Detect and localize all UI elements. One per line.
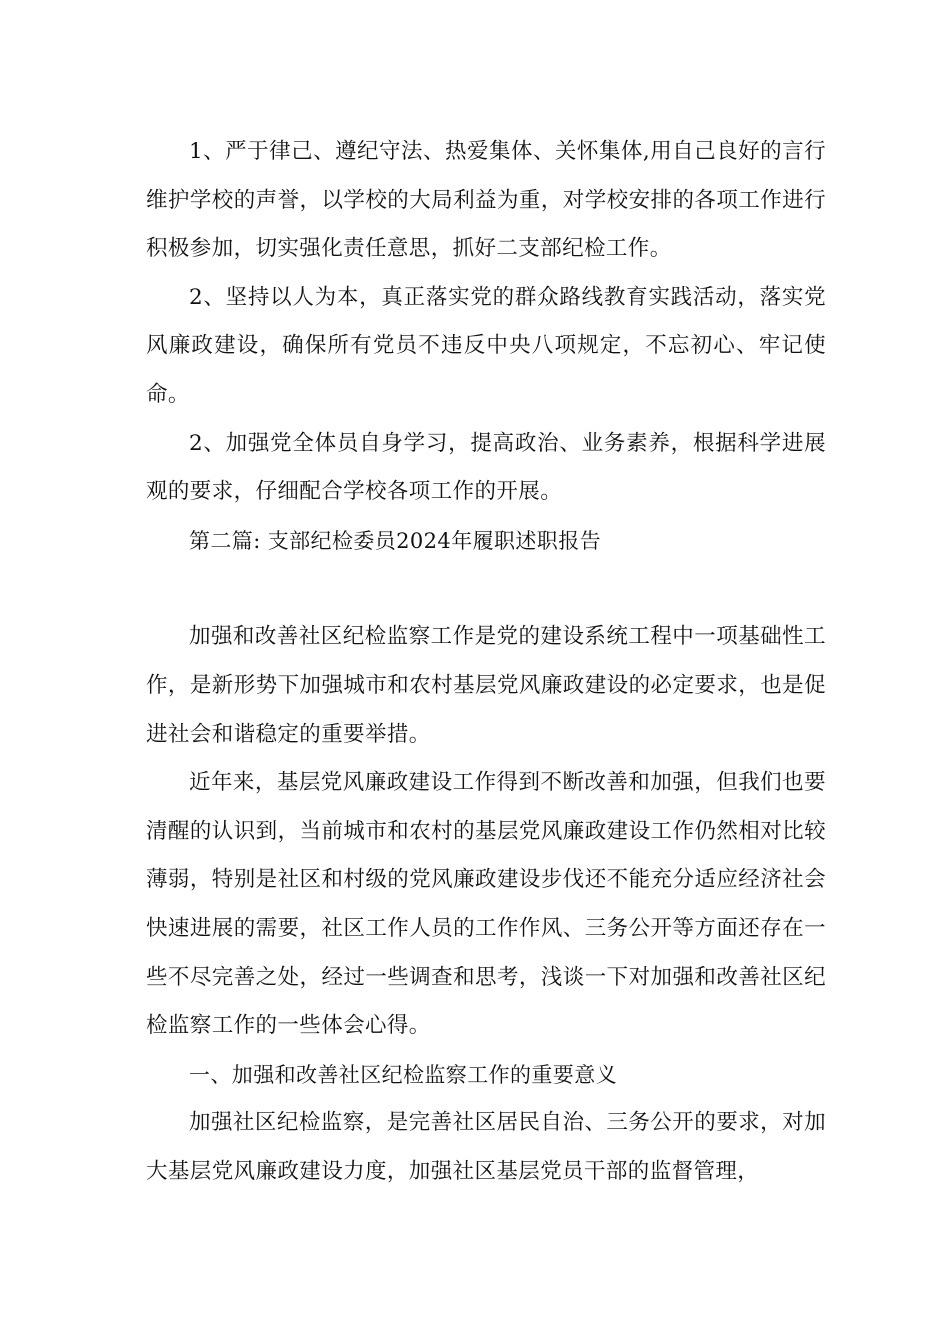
final-paragraph: 加强社区纪检监察，是完善社区居民自治、三务公开的要求，对加大基层党风廉政建设力度，加强社区基层党员干部的监督管理，	[146, 1110, 826, 1184]
document-content	[146, 128, 826, 1196]
section-heading: 一、加强和改善社区纪检监察工作的重要意义	[189, 1062, 617, 1087]
chapter-title: 第二篇: 支部纪检委员2024年履职述职报告	[189, 528, 601, 553]
paragraph-3: 2、加强党全体员自身学习，提高政治、业务素养，根据科学进展观的要求，仔细配合学校各项工作的开展。	[146, 430, 826, 505]
paragraph-1: 1、严于律己、遵纪守法、热爱集体、关怀集体,用自己良好的言行维护学校的声誉，以学校的大局利益为重，对学校安排的各项工作进行积极参加，切实强化责任意思，抓好二支部纪检工作。	[146, 139, 826, 262]
paragraph-2: 2、坚持以人为本，真正落实党的群众路线教育实践活动，落实党风廉政建设，确保所有党员不违反中央八项规定，不忘初心、牢记使命。	[146, 284, 826, 407]
body-paragraph-2: 近年来，基层党风廉政建设工作得到不断改善和加强，但我们也要清醒的认识到，当前城市和农村的基层党风廉政建设工作仍然相对比较薄弱，特别是社区和村级的党风廉政建设步伐还不能充分适应经济社会快速进展的需要，社区工作人员的工作作风、三务公开等方面还存在一些不尽完善之处，经过一些调查和思考，浅谈一下对加强和改善社区纪检监察工作的一些体会心得。	[146, 770, 826, 1039]
blank-line	[146, 565, 826, 613]
body-paragraph-1: 加强和改善社区纪检监察工作是党的建设系统工程中一项基础性工作，是新形势下加强城市和农村基层党风廉政建设的必定要求，也是促进社会和谐稳定的重要举措。	[146, 624, 826, 747]
